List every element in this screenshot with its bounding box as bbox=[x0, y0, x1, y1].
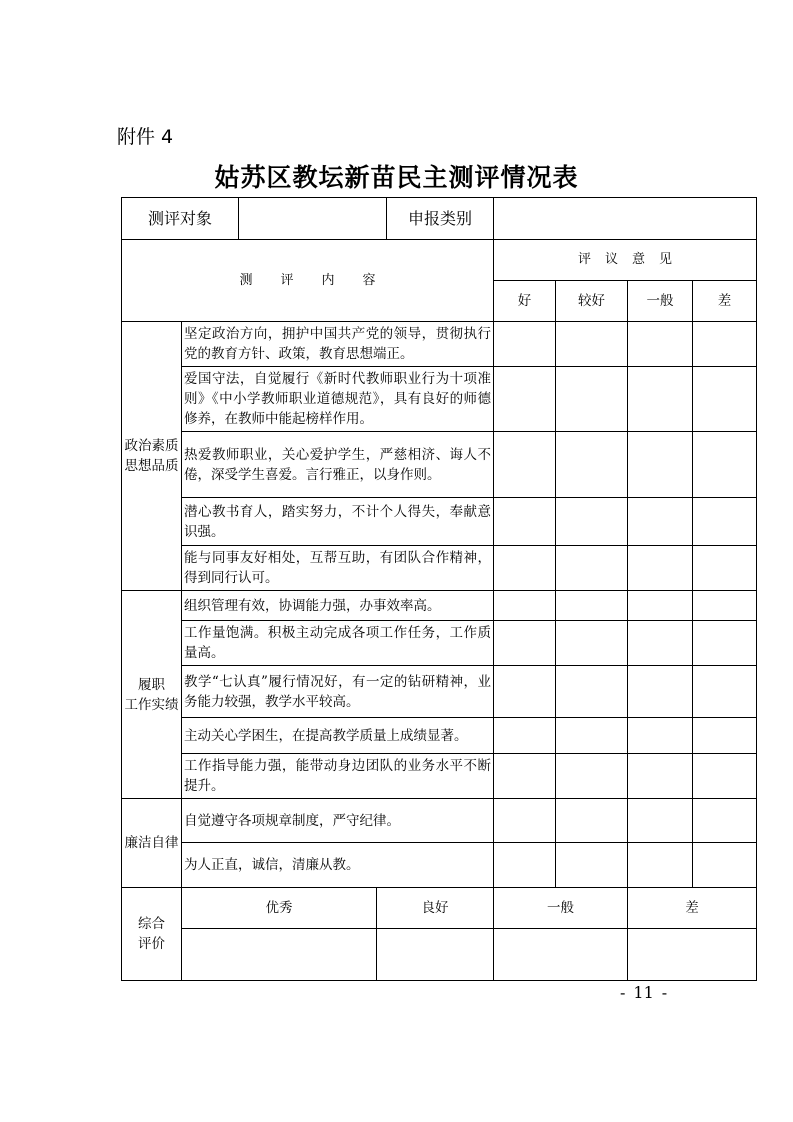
rating-cell[interactable] bbox=[494, 666, 556, 718]
rating-cell[interactable] bbox=[693, 843, 757, 888]
rating-cell[interactable] bbox=[556, 754, 628, 799]
rating-cell[interactable] bbox=[556, 432, 628, 498]
category-label-line: 思想品质 bbox=[124, 458, 179, 474]
rating-cell[interactable] bbox=[494, 367, 556, 432]
grade-header: 一般 bbox=[628, 281, 693, 322]
category-label bbox=[122, 591, 182, 799]
rating-cell[interactable] bbox=[693, 754, 757, 799]
criterion-text: 爱国守法，自觉履行《新时代教师职业行为十项准则》《中小学教师职业道德规范》，具有良好的师德修养，在教师中能起榜样作用。 bbox=[182, 367, 494, 432]
rating-cell[interactable] bbox=[494, 322, 556, 367]
rating-cell[interactable] bbox=[556, 591, 628, 621]
criterion-text: 能与同事友好相处，互帮互助，有团队合作精神，得到同行认可。 bbox=[182, 546, 494, 591]
overall-rating-cell[interactable] bbox=[377, 929, 494, 981]
opinion-header-char: 评 bbox=[577, 252, 591, 267]
opinion-header-char: 意 bbox=[632, 252, 646, 267]
criterion-text: 自觉遵守各项规章制度，严守纪律。 bbox=[182, 799, 494, 843]
grade-header: 较好 bbox=[556, 281, 628, 322]
subject-field[interactable] bbox=[239, 198, 387, 240]
rating-cell[interactable] bbox=[628, 799, 693, 843]
rating-cell[interactable] bbox=[628, 432, 693, 498]
attachment-label: 附件 4 bbox=[117, 126, 174, 148]
rating-cell[interactable] bbox=[494, 498, 556, 546]
overall-label-line: 评价 bbox=[138, 936, 165, 952]
rating-cell[interactable] bbox=[556, 718, 628, 754]
content-header-char: 容 bbox=[362, 272, 376, 288]
overall-option: 一般 bbox=[494, 888, 628, 929]
content-header bbox=[122, 240, 494, 322]
rating-cell[interactable] bbox=[693, 718, 757, 754]
rating-cell[interactable] bbox=[556, 322, 628, 367]
rating-cell[interactable] bbox=[628, 621, 693, 666]
category-label-line: 政治素质 bbox=[124, 438, 179, 454]
rating-cell[interactable] bbox=[693, 591, 757, 621]
rating-cell[interactable] bbox=[693, 621, 757, 666]
rating-cell[interactable] bbox=[693, 666, 757, 718]
criterion-text: 工作指导能力强，能带动身边团队的业务水平不断提升。 bbox=[182, 754, 494, 799]
criterion-text: 主动关心学困生，在提高教学质量上成绩显著。 bbox=[182, 718, 494, 754]
overall-label-line: 综合 bbox=[138, 916, 165, 932]
grade-header: 好 bbox=[494, 281, 556, 322]
rating-cell[interactable] bbox=[628, 754, 693, 799]
content-header-char: 测 bbox=[239, 272, 253, 288]
overall-label bbox=[122, 888, 182, 981]
overall-option: 优秀 bbox=[182, 888, 377, 929]
category-label-line: 工作实绩 bbox=[124, 696, 179, 713]
rating-cell[interactable] bbox=[628, 546, 693, 591]
overall-option: 差 bbox=[628, 888, 757, 929]
rating-cell[interactable] bbox=[628, 591, 693, 621]
rating-cell[interactable] bbox=[693, 432, 757, 498]
rating-cell[interactable] bbox=[556, 498, 628, 546]
rating-cell[interactable] bbox=[556, 666, 628, 718]
rating-cell[interactable] bbox=[556, 546, 628, 591]
opinion-header bbox=[494, 240, 757, 281]
category-label bbox=[122, 799, 182, 888]
criterion-text: 教学“七认真”履行情况好，有一定的钻研精神，业务能力较强，教学水平较高。 bbox=[182, 666, 494, 718]
criterion-text: 工作量饱满。积极主动完成各项工作任务，工作质量高。 bbox=[182, 621, 494, 666]
rating-cell[interactable] bbox=[556, 799, 628, 843]
rating-cell[interactable] bbox=[628, 718, 693, 754]
rating-cell[interactable] bbox=[628, 498, 693, 546]
rating-cell[interactable] bbox=[556, 367, 628, 432]
type-field[interactable] bbox=[494, 198, 757, 240]
criterion-text: 热爱教师职业，关心爱护学生，严慈相济、诲人不倦，深受学生喜爱。言行雅正，以身作则。 bbox=[182, 432, 494, 498]
grade-header: 差 bbox=[693, 281, 757, 322]
rating-cell[interactable] bbox=[556, 621, 628, 666]
opinion-header-char: 议 bbox=[604, 252, 618, 267]
evaluation-table bbox=[121, 197, 757, 981]
rating-cell[interactable] bbox=[494, 718, 556, 754]
rating-cell[interactable] bbox=[494, 621, 556, 666]
content-header-char: 内 bbox=[321, 272, 335, 288]
overall-rating-cell[interactable] bbox=[494, 929, 628, 981]
rating-cell[interactable] bbox=[628, 843, 693, 888]
rating-cell[interactable] bbox=[628, 666, 693, 718]
category-label bbox=[122, 322, 182, 591]
subject-label: 测评对象 bbox=[122, 198, 239, 240]
rating-cell[interactable] bbox=[494, 591, 556, 621]
criterion-text: 组织管理有效，协调能力强，办事效率高。 bbox=[182, 591, 494, 621]
category-label-line: 廉洁自律 bbox=[124, 835, 179, 851]
overall-option: 良好 bbox=[377, 888, 494, 929]
rating-cell[interactable] bbox=[693, 546, 757, 591]
page-title: 姑苏区教坛新苗民主测评情况表 bbox=[214, 163, 579, 192]
rating-cell[interactable] bbox=[628, 322, 693, 367]
rating-cell[interactable] bbox=[494, 799, 556, 843]
rating-cell[interactable] bbox=[494, 843, 556, 888]
opinion-header-char: 见 bbox=[659, 252, 673, 267]
criterion-text: 为人正直，诚信，清廉从教。 bbox=[182, 843, 494, 888]
type-label: 申报类别 bbox=[387, 198, 494, 240]
category-label-line: 履职 bbox=[138, 676, 165, 693]
rating-cell[interactable] bbox=[494, 432, 556, 498]
overall-rating-cell[interactable] bbox=[182, 929, 377, 981]
rating-cell[interactable] bbox=[628, 367, 693, 432]
evaluation-form bbox=[121, 197, 757, 981]
overall-rating-cell[interactable] bbox=[628, 929, 757, 981]
rating-cell[interactable] bbox=[693, 498, 757, 546]
page-number: - 11 - bbox=[620, 983, 668, 1002]
rating-cell[interactable] bbox=[494, 754, 556, 799]
rating-cell[interactable] bbox=[494, 546, 556, 591]
rating-cell[interactable] bbox=[693, 322, 757, 367]
criterion-text: 潜心教书育人，踏实努力，不计个人得失，奉献意识强。 bbox=[182, 498, 494, 546]
criterion-text: 坚定政治方向，拥护中国共产党的领导，贯彻执行党的教育方针、政策，教育思想端正。 bbox=[182, 322, 494, 367]
rating-cell[interactable] bbox=[693, 799, 757, 843]
rating-cell[interactable] bbox=[556, 843, 628, 888]
content-header-char: 评 bbox=[280, 272, 294, 288]
rating-cell[interactable] bbox=[693, 367, 757, 432]
